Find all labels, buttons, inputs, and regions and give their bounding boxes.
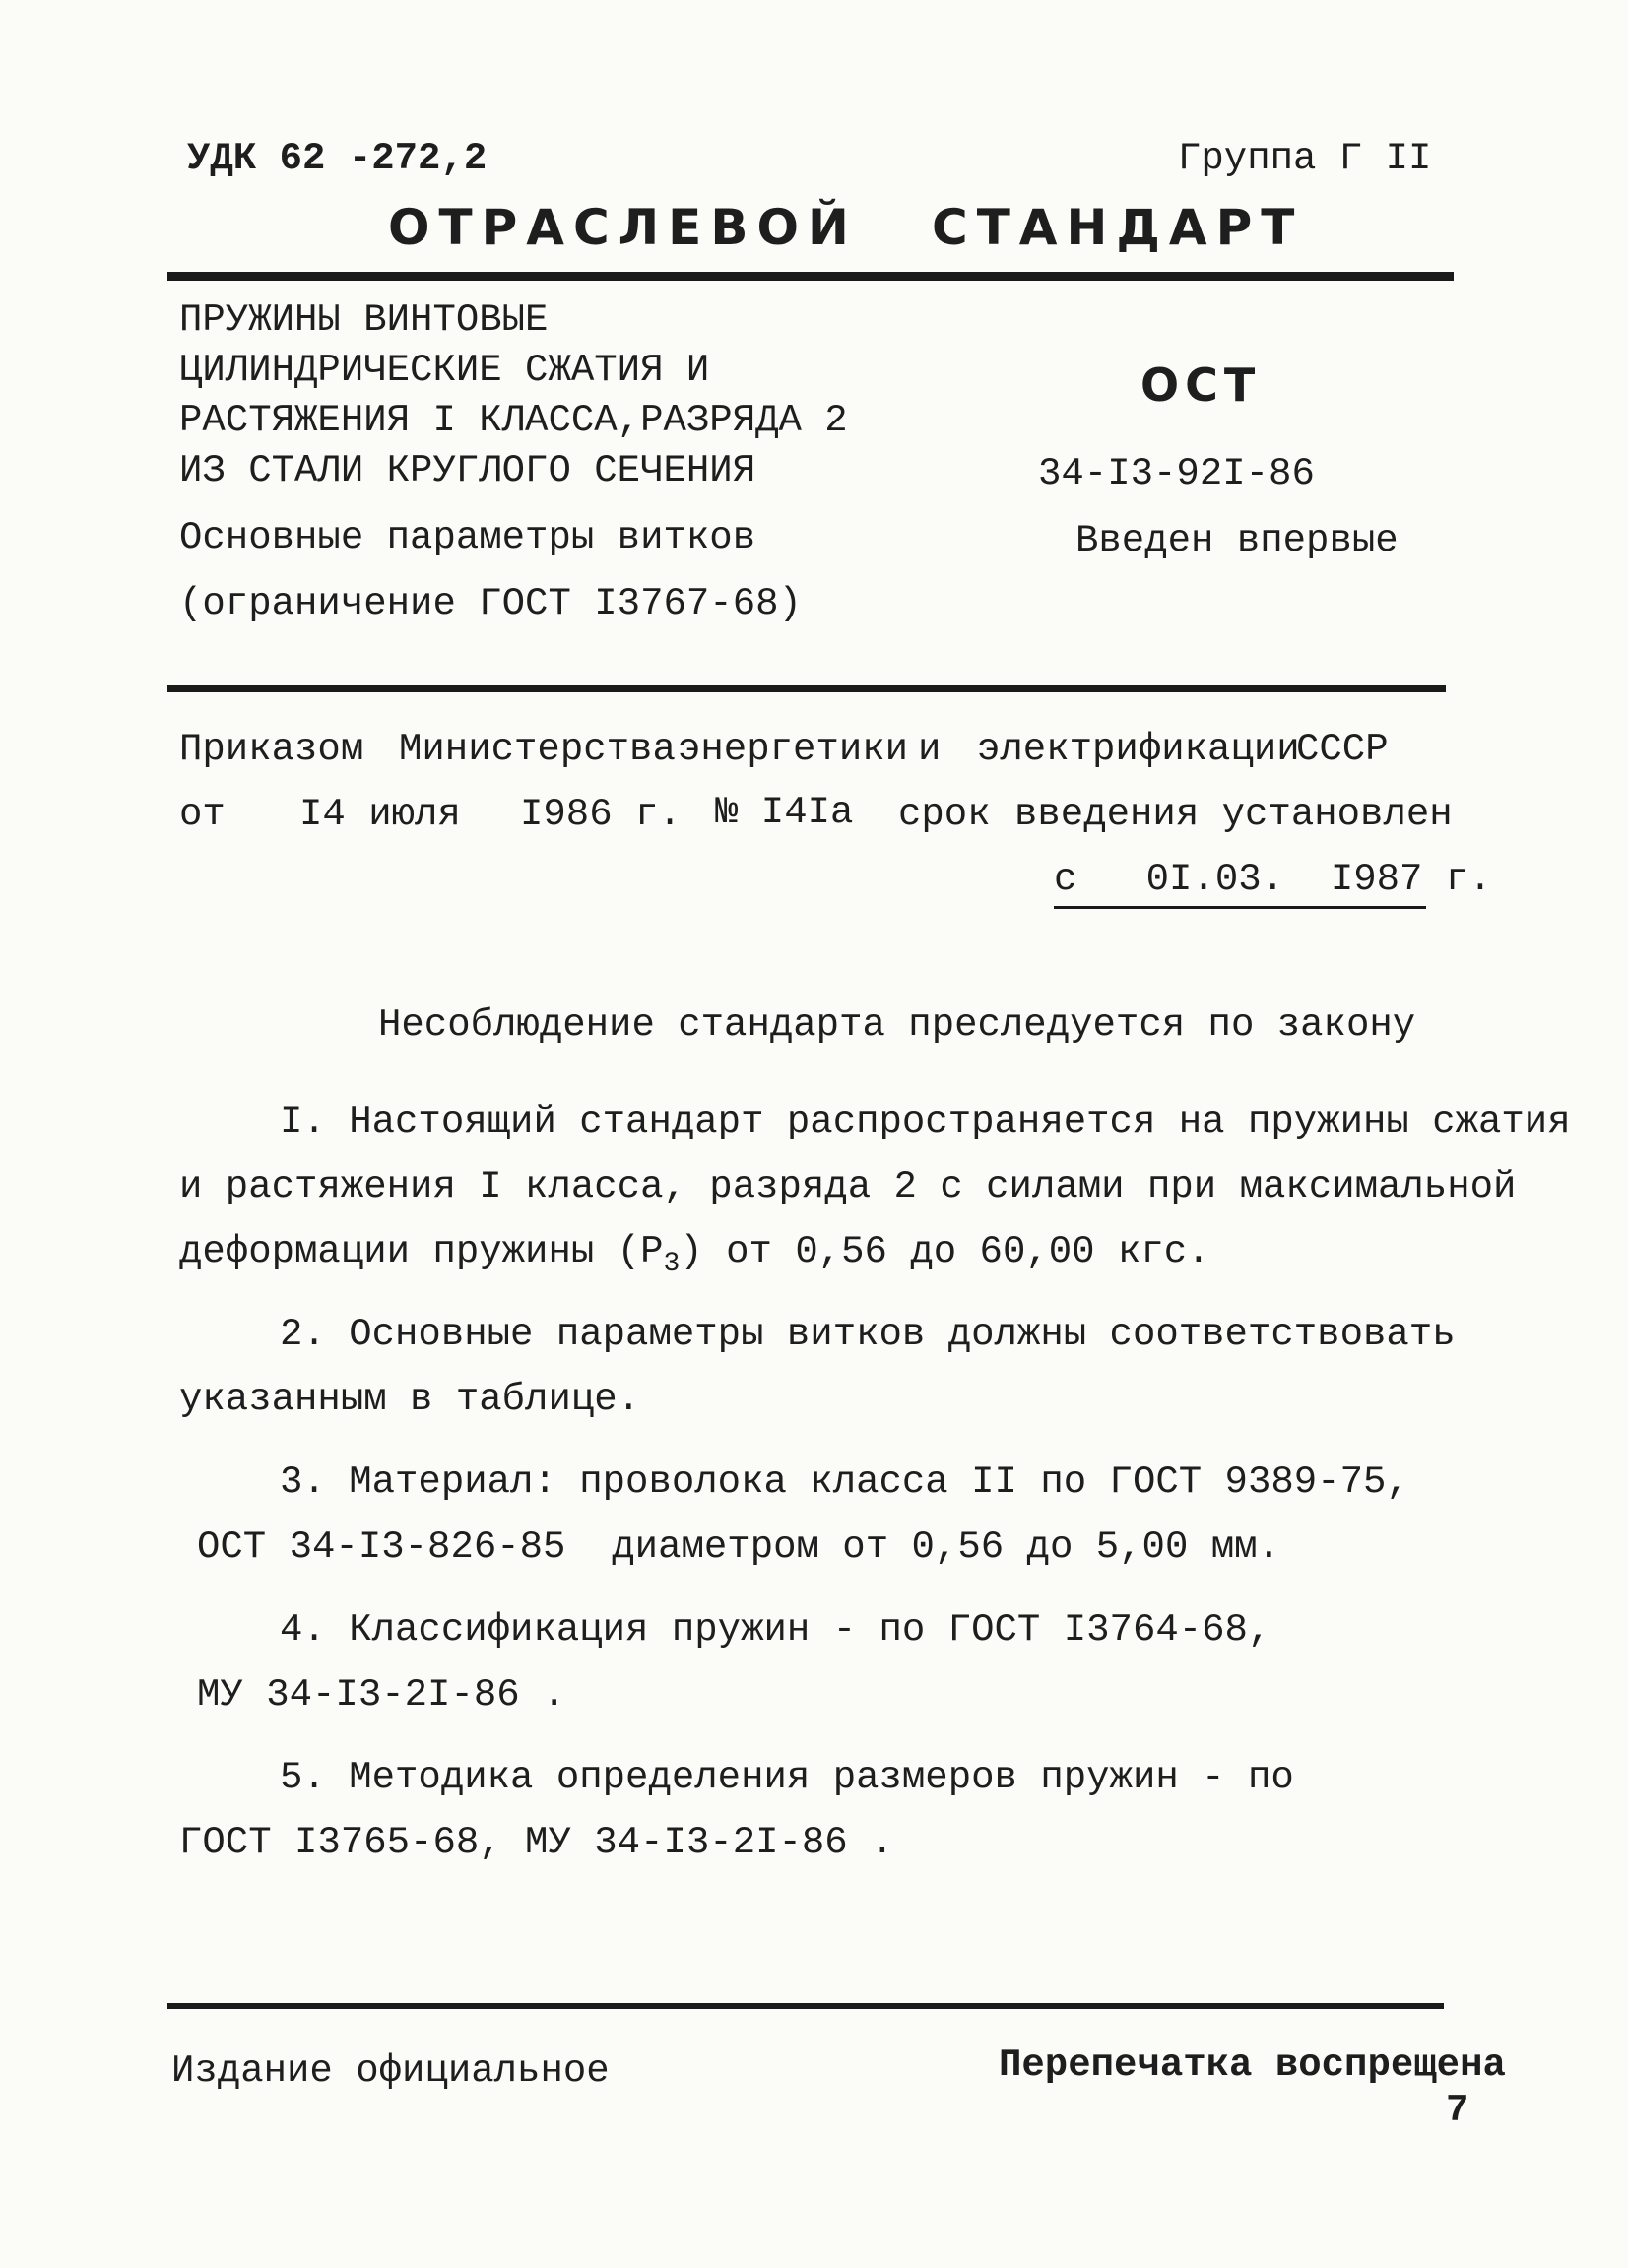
order-word-4: и	[918, 728, 942, 771]
order-word-1: Приказом	[179, 728, 364, 771]
clause-1-line-1: I. Настоящий стандарт распространяется на пружины сжатия	[280, 1100, 1571, 1143]
clause-1-text-b: ) от 0,56 до 60,00 кгс.	[680, 1230, 1210, 1273]
subject-subtitle: Основные параметры витков	[179, 516, 756, 559]
order-word-6: СССР	[1296, 728, 1389, 771]
clause-4-line-2: МУ 34-I3-2I-86 .	[197, 1673, 566, 1717]
order-term-word: срок	[898, 793, 991, 836]
clause-1-text-a: деформации пружины (P	[179, 1230, 664, 1273]
order-date-from: от	[179, 793, 226, 836]
order-term-text: введения установлен	[1014, 793, 1453, 836]
subject-line-3: РАСТЯЖЕНИЯ I КЛАССА,РАЗРЯДА 2	[179, 399, 848, 442]
subject-line-2: ЦИЛИНДРИЧЕСКИЕ СЖАТИЯ И	[179, 349, 710, 392]
subject-restriction: (ограничение ГОСТ I3767-68)	[179, 582, 802, 625]
order-word-5: электрификации	[977, 728, 1300, 771]
order-word-2: Министерства	[399, 728, 676, 771]
subject-rule	[167, 685, 1446, 692]
clause-2-line-2: указанным в таблице.	[179, 1378, 641, 1421]
introduced-status: Введен впервые	[1075, 519, 1399, 562]
effective-date-underline	[1054, 906, 1426, 909]
official-edition: Издание официальное	[171, 2049, 610, 2093]
clause-2-line-1: 2. Основные параметры витков должны соответствовать	[280, 1313, 1456, 1356]
clause-1-line-3	[179, 1230, 1210, 1279]
legal-warning: Несоблюдение стандарта преследуется по закону	[378, 1004, 1416, 1047]
udk-label: УДК 62 -272,2	[187, 137, 488, 180]
title-left: ОТРАСЛЕВОЙ	[388, 199, 858, 256]
clause-4-line-1: 4. Классификация пружин - по ГОСТ I3764-68,	[280, 1608, 1271, 1652]
header-rule	[167, 272, 1454, 281]
order-year: I986 г.	[520, 793, 682, 836]
ost-number: 34-I3-92I-86	[1038, 452, 1315, 495]
subject-line-4: ИЗ СТАЛИ КРУГЛОГО СЕЧЕНИЯ	[179, 449, 756, 492]
clause-3-line-1: 3. Материал: проволока класса II по ГОСТ 9389-75,	[280, 1460, 1409, 1504]
footer-rule	[167, 2003, 1444, 2009]
ost-label: ОСТ	[1140, 358, 1262, 412]
force-subscript: 3	[663, 1248, 681, 1279]
title-right: СТАНДАРТ	[932, 199, 1304, 256]
order-number: № I4Ia	[715, 791, 854, 834]
clause-5-line-1: 5. Методика определения размеров пружин - по	[280, 1756, 1294, 1799]
order-day-month: I4 июля	[299, 793, 461, 836]
page-number: 7	[1446, 2089, 1469, 2132]
group-label: Группа Г II	[1178, 137, 1432, 180]
reprint-prohibited: Перепечатка воспрещена	[999, 2043, 1506, 2087]
clause-5-line-2: ГОСТ I3765-68, МУ 34-I3-2I-86 .	[179, 1821, 894, 1864]
subject-line-1: ПРУЖИНЫ ВИНТОВЫЕ	[179, 298, 549, 342]
clause-3-line-2: ОСТ 34-I3-826-85 диаметром от 0,56 до 5,00 мм.	[197, 1525, 1280, 1569]
order-word-3: энергетики	[678, 728, 909, 771]
clause-1-line-2: и растяжения I класса, разряда 2 с силами при максимальной	[179, 1165, 1517, 1208]
effective-date: с 0I.03. I987 г.	[1054, 858, 1492, 901]
